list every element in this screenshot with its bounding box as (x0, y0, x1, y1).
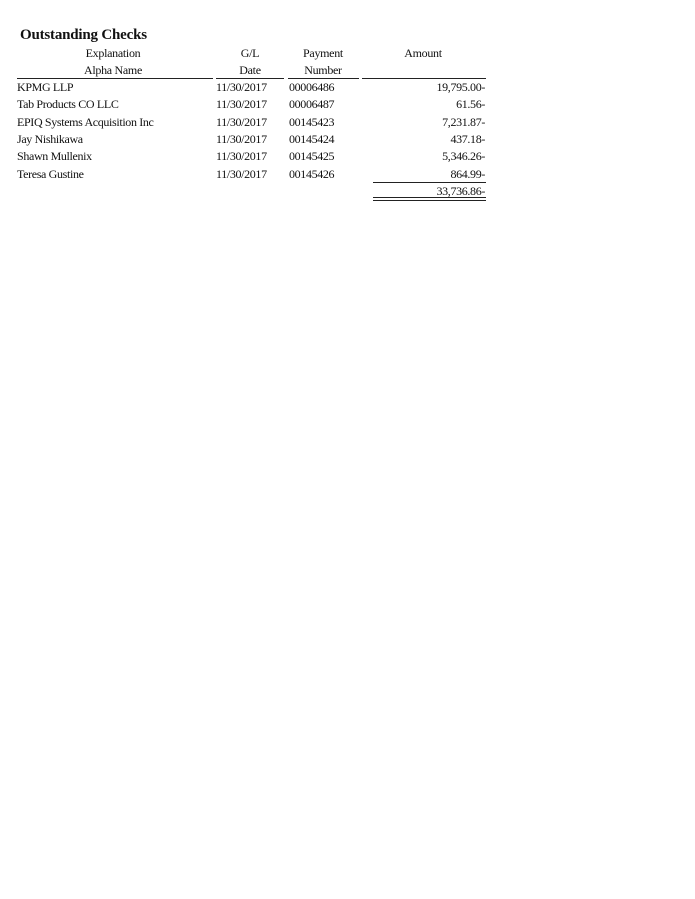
alpha-name-cell: Tab Products CO LLC (17, 97, 119, 111)
amount-cell: 5,346.26- (442, 149, 485, 163)
alpha-name-cell: Teresa Gustine (17, 167, 84, 181)
gl-date-cell: 11/30/2017 (216, 80, 267, 94)
header-amount: Amount (404, 46, 442, 60)
payment-number-cell: 00006487 (289, 97, 335, 111)
alpha-name-cell: EPIQ Systems Acquisition Inc (17, 115, 154, 129)
payment-number-cell: 00145425 (289, 149, 335, 163)
table-row (0, 96, 695, 113)
amount-cell: 7,231.87- (442, 115, 485, 129)
alpha-name-cell: Jay Nishikawa (17, 132, 83, 146)
amount-cell: 864.99- (450, 167, 485, 181)
table-row (0, 148, 695, 165)
table-row (0, 166, 695, 183)
amount-cell: 61.56- (456, 97, 485, 111)
alpha-name-cell: KPMG LLP (17, 80, 74, 94)
total-amount: 33,736.86- (436, 184, 485, 198)
header-payment: Payment (303, 46, 343, 60)
header-explanation: Explanation (85, 46, 141, 60)
header-alpha-name: Alpha Name (84, 63, 142, 77)
payment-number-cell: 00145423 (289, 115, 335, 129)
gl-date-cell: 11/30/2017 (216, 97, 267, 111)
payment-number-cell: 00145426 (289, 167, 335, 181)
table-row (0, 114, 695, 131)
total-double-rule (373, 197, 486, 201)
gl-date-cell: 11/30/2017 (216, 115, 267, 129)
report-title: Outstanding Checks (20, 27, 147, 43)
amount-cell: 437.18- (450, 132, 485, 146)
header-gl: G/L (240, 46, 260, 60)
header-date: Date (239, 63, 261, 77)
table-row (0, 79, 695, 96)
gl-date-cell: 11/30/2017 (216, 167, 267, 181)
gl-date-cell: 11/30/2017 (216, 132, 267, 146)
payment-number-cell: 00006486 (289, 80, 335, 94)
payment-number-cell: 00145424 (289, 132, 335, 146)
table-row (0, 131, 695, 148)
gl-date-cell: 11/30/2017 (216, 149, 267, 163)
header-number: Number (304, 63, 342, 77)
alpha-name-cell: Shawn Mullenix (17, 149, 92, 163)
amount-cell: 19,795.00- (436, 80, 485, 94)
